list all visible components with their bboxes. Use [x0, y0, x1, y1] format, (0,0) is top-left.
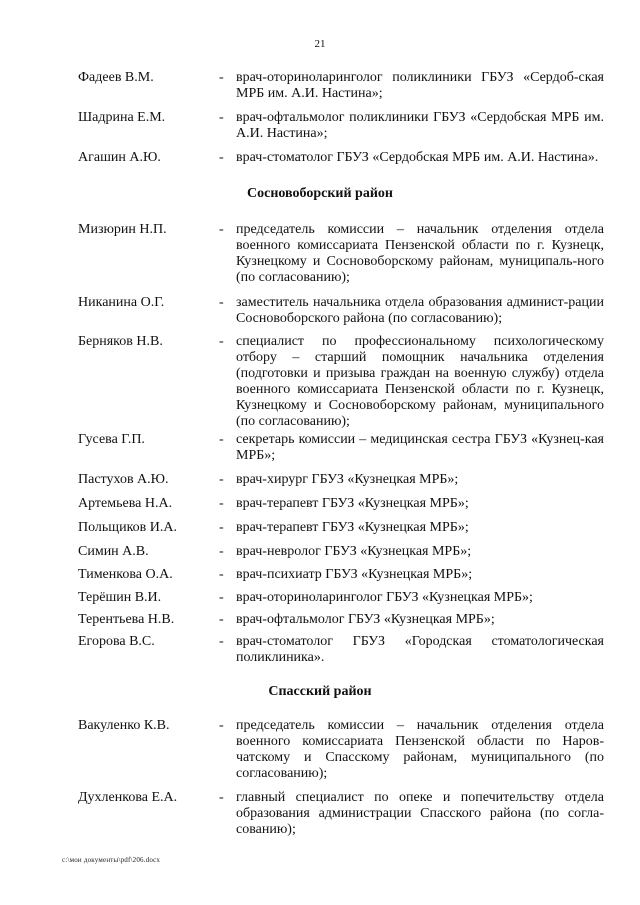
member-name: Фадеев В.М. [78, 70, 154, 85]
member-role: врач-психиатр ГБУЗ «Кузнецкая МРБ»; [236, 567, 473, 582]
member-name: Шадрина Е.М. [78, 110, 166, 125]
member-role: врач-офтальмолог ГБУЗ «Кузнецкая МРБ»; [236, 612, 495, 627]
member-role: врач-терапевт ГБУЗ «Кузнецкая МРБ»; [236, 520, 469, 535]
member-role: специалист по профессиональному психологическому отбору – старший помощник начальника отделения (подготовки и призыва граждан на военную службу) отдела военного комиссариата Пензенской области по г. Кузнецк, Кузнецкому и Сосновоборскому районам, муниципального (по согласованию); [236, 334, 604, 429]
dash: - [219, 718, 224, 733]
member-name: Агашин А.Ю. [78, 150, 161, 165]
dash: - [219, 472, 224, 487]
dash: - [219, 520, 224, 535]
section-heading: Спасский район [268, 684, 372, 699]
member-name: Гусева Г.П. [78, 432, 145, 447]
member-name: Берняков Н.В. [78, 334, 163, 349]
member-role: председатель комиссии – начальник отделения отдела военного комиссариата Пензенской области по г. Кузнецк, Кузнецкому и Сосновоборскому районам, муниципаль-ного (по согласованию); [236, 222, 604, 285]
member-role: врач-оториноларинголог ГБУЗ «Кузнецкая МРБ»; [236, 590, 533, 605]
dash: - [219, 567, 224, 582]
member-name: Терёшин В.И. [78, 590, 162, 605]
member-name: Пастухов А.Ю. [78, 472, 169, 487]
dash: - [219, 432, 224, 447]
member-role: главный специалист по опеке и попечительству отдела образования администрации Спасского района (по согла-сованию); [236, 790, 604, 837]
member-role: врач-невролог ГБУЗ «Кузнецкая МРБ»; [236, 544, 472, 559]
member-role: председатель комиссии – начальник отделения отдела военного комиссариата Пензенской области по Наров-чатскому и Спасскому районам, муниципального (по согласованию); [236, 718, 604, 781]
dash: - [219, 70, 224, 85]
member-name: Вакуленко К.В. [78, 718, 170, 733]
member-role: врач-стоматолог ГБУЗ «Сердобская МРБ им. А.И. Настина». [236, 150, 599, 165]
member-name: Польщиков И.А. [78, 520, 177, 535]
member-role: врач-хирург ГБУЗ «Кузнецкая МРБ»; [236, 472, 459, 487]
dash: - [219, 295, 224, 310]
dash: - [219, 634, 224, 649]
member-name: Тименкова О.А. [78, 567, 173, 582]
member-role: секретарь комиссии – медицинская сестра ГБУЗ «Кузнец-кая МРБ»; [236, 432, 604, 463]
member-role: врач-офтальмолог поликлиники ГБУЗ «Сердобская МРБ им. А.И. Настина»; [236, 110, 604, 141]
member-name: Никанина О.Г. [78, 295, 165, 310]
dash: - [219, 612, 224, 627]
dash: - [219, 222, 224, 237]
dash: - [219, 334, 224, 349]
dash: - [219, 790, 224, 805]
member-role: врач-стоматолог ГБУЗ «Городская стоматологическая поликлиника». [236, 634, 604, 665]
member-role: заместитель начальника отдела образования админист-рации Сосновоборского района (по согласованию); [236, 295, 604, 326]
dash: - [219, 590, 224, 605]
dash: - [219, 150, 224, 165]
dash: - [219, 110, 224, 125]
section-heading: Сосновоборский район [247, 186, 393, 201]
member-role: врач-оториноларинголог поликлиники ГБУЗ «Сердоб-ская МРБ им. А.И. Настина»; [236, 70, 604, 101]
member-name: Егорова В.С. [78, 634, 155, 649]
member-role: врач-терапевт ГБУЗ «Кузнецкая МРБ»; [236, 496, 469, 511]
member-name: Артемьева Н.А. [78, 496, 173, 511]
dash: - [219, 544, 224, 559]
member-name: Духленкова Е.А. [78, 790, 178, 805]
dash: - [219, 496, 224, 511]
member-name: Симин А.В. [78, 544, 149, 559]
member-name: Мизюрин Н.П. [78, 222, 167, 237]
page-number: 21 [314, 38, 326, 50]
file-path-footer: c:\мои документы\pdf\206.docx [62, 856, 161, 864]
member-name: Терентьева Н.В. [78, 612, 175, 627]
